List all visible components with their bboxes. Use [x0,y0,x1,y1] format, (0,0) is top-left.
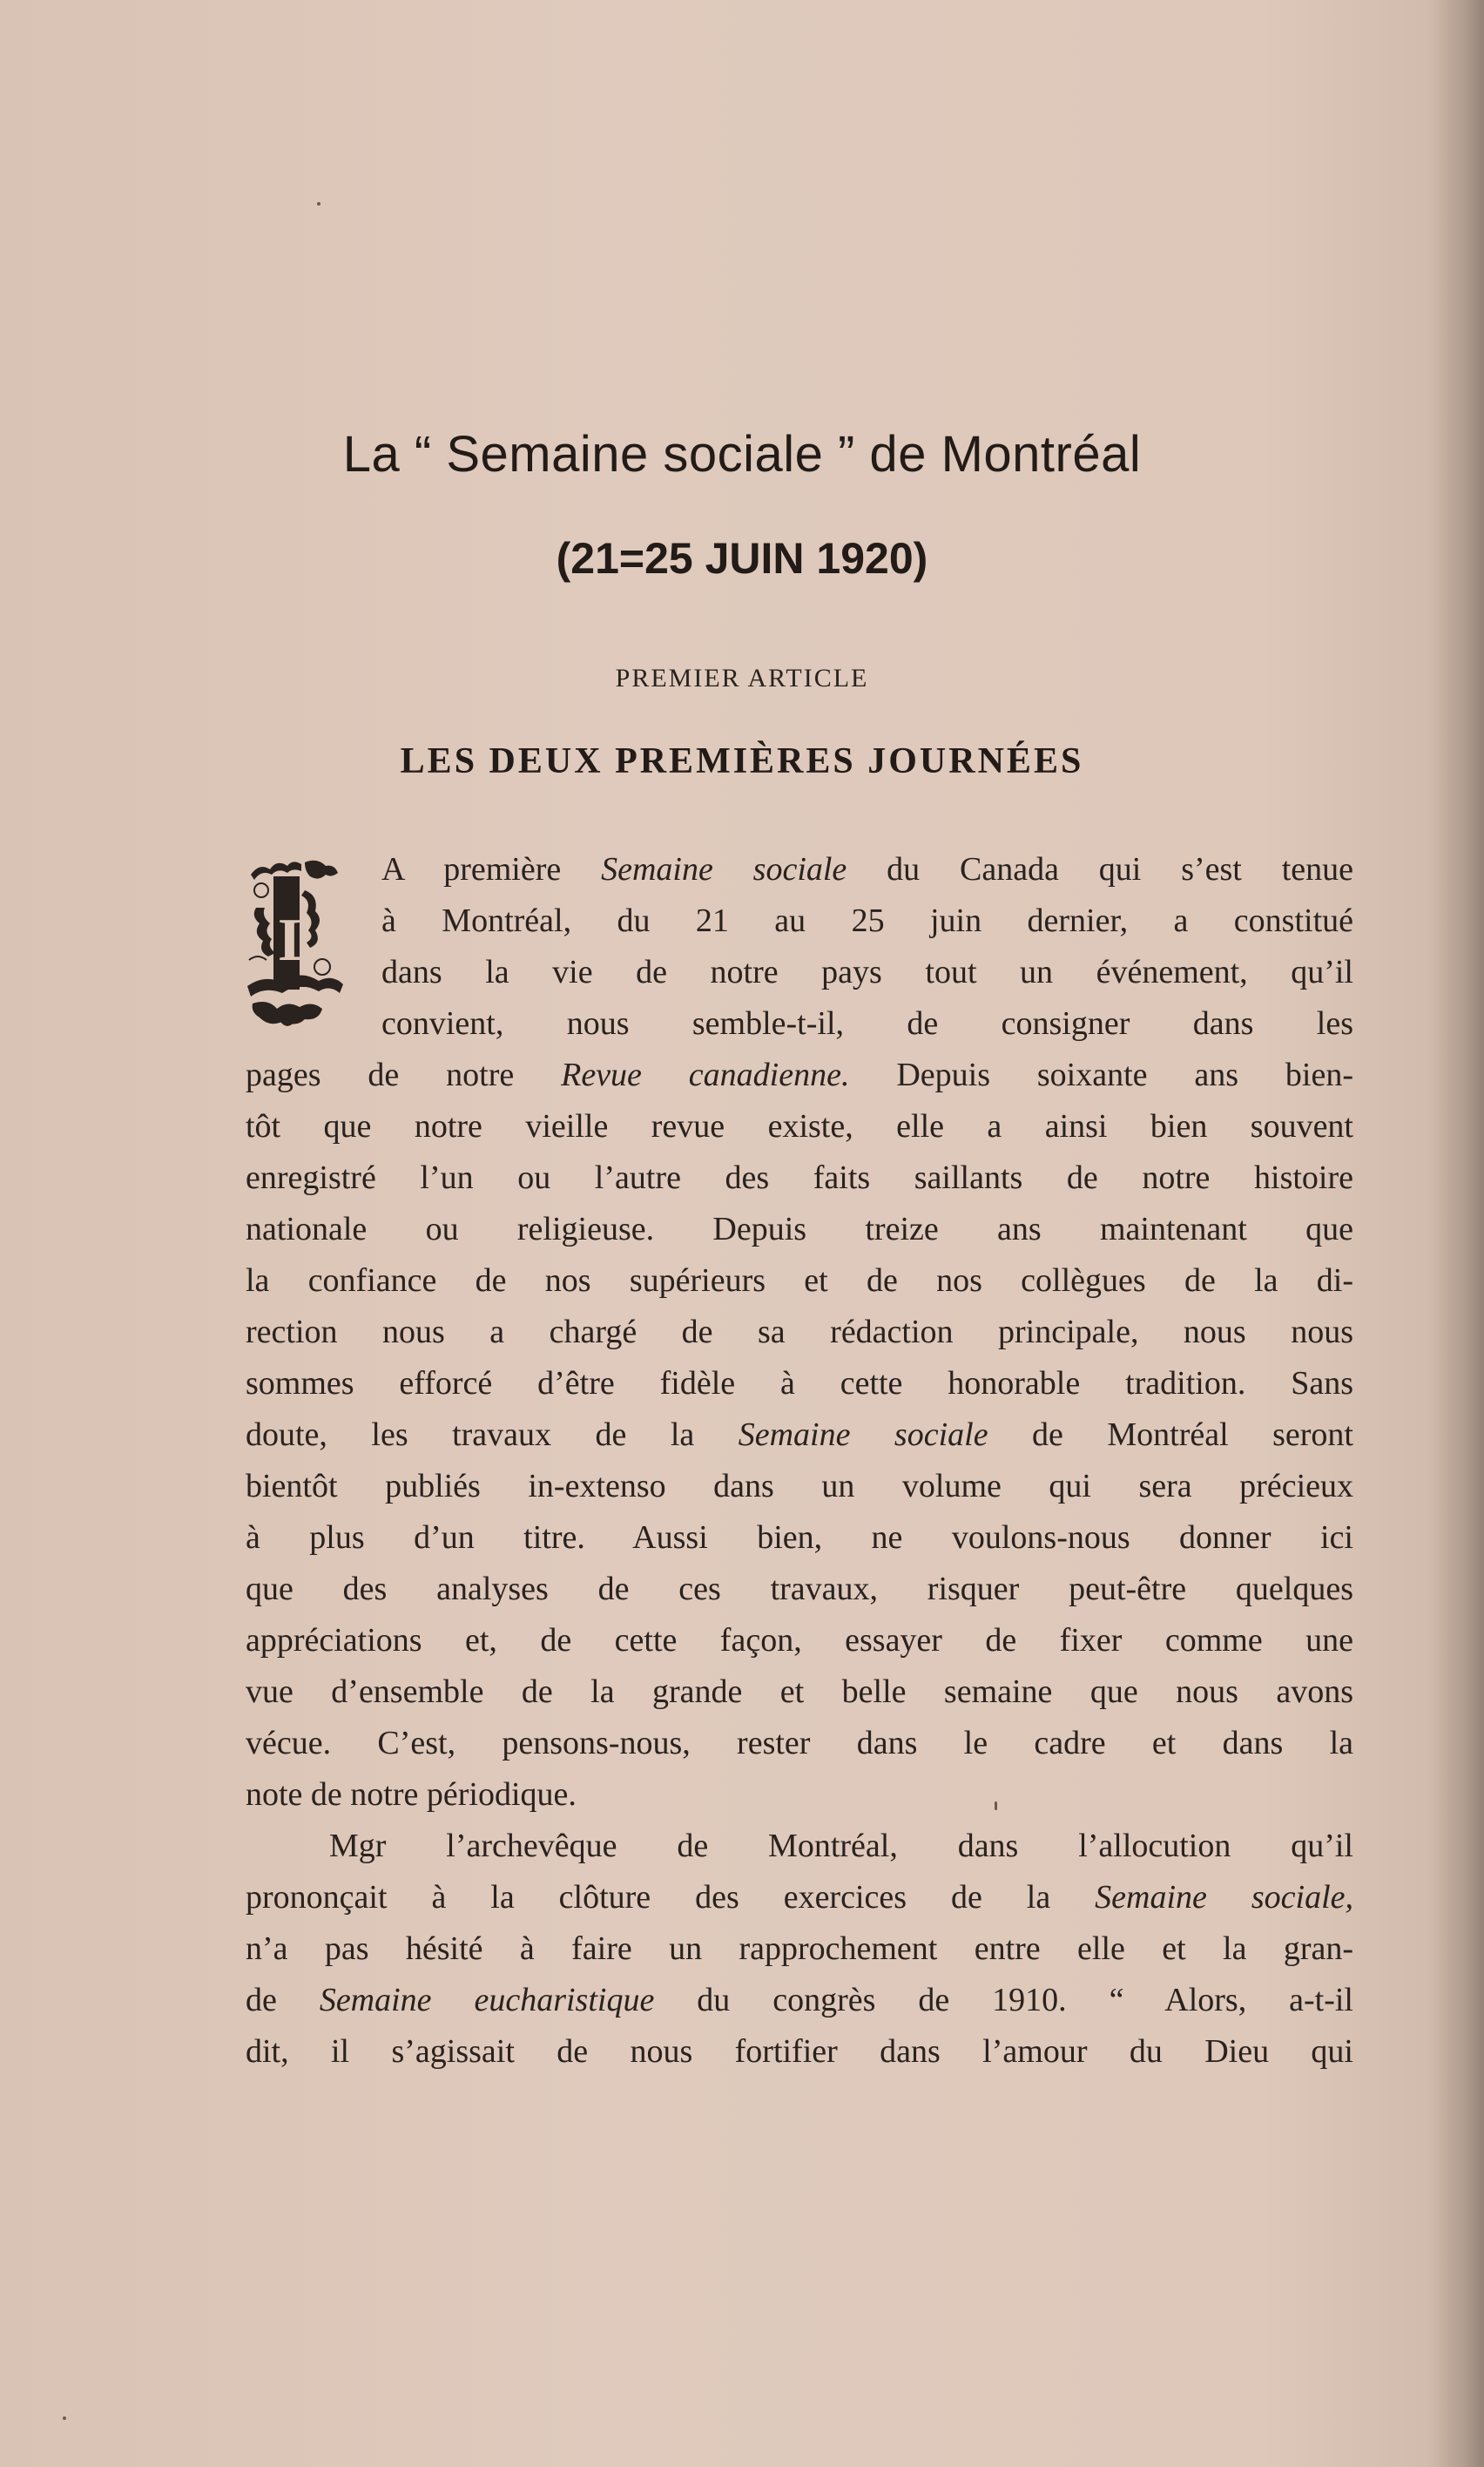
body-line [381,850,1353,889]
page-edge-shadow [1432,0,1484,2467]
italic-text: Revue canadienne. [561,1057,850,1093]
body-line [246,1775,577,1814]
text-run: pages de notre [246,1057,562,1093]
italic-text: Semaine sociale [738,1416,988,1453]
text-run: de [246,1982,320,2018]
text-run: sommes efforcé d’être fidèle à cette honorable tradition. Sans [246,1365,1353,1402]
text-run: doute, les travaux de la [246,1416,739,1453]
text-run: à plus d’un titre. Aussi bien, ne voulons-nous donner ici [246,1519,1353,1556]
body-line [381,953,1353,991]
body-line [246,1107,1353,1146]
text-run: à Montréal, du 21 au 25 juin dernier, a constitué [381,902,1353,939]
text-run: Mgr l’archevêque de Montréal, dans l’allocution qu’il [329,1828,1353,1864]
text-run: enregistré l’un ou l’autre des faits saillants de notre histoire [246,1159,1353,1196]
article-label: PREMIER ARTICLE [615,664,869,693]
body-line [246,1210,1353,1248]
text-run: dit, il s’agissait de nous fortifier dans l’amour du Dieu qui [246,2033,1353,2070]
italic-text: Semaine sociale, [1095,1879,1353,1916]
body-line [246,1518,1353,1557]
text-run: bientôt publiés in-extenso dans un volume qui sera précieux [246,1468,1353,1504]
body-line [246,1467,1353,1505]
text-run: la confiance de nos supérieurs et de nos collègues de la di- [246,1262,1353,1299]
body-line [246,1159,1353,1197]
text-run: de Montréal seront [988,1416,1353,1453]
body-line [246,1621,1353,1659]
italic-text: Semaine eucharistique [319,1982,655,2018]
text-run: Depuis soixante ans bien- [849,1057,1354,1093]
body-line [246,1313,1353,1351]
paper-speck [63,2416,66,2420]
paper-speck [317,202,320,206]
body-line [246,1724,1353,1762]
body-line [246,1364,1353,1402]
body-line [246,1261,1353,1300]
text-run: tôt que notre vieille revue existe, elle a ainsi bien souvent [246,1108,1353,1145]
text-run: nationale ou religieuse. Depuis treize ans maintenant que [246,1211,1353,1247]
ornamental-dropcap-letter [244,855,347,1028]
paper-speck [995,1801,997,1810]
dropcap-letter: L [279,907,320,974]
section-heading: LES DEUX PREMIÈRES JOURNÉES [400,741,1084,781]
text-run: n’a pas hésité à faire un rapprochement entre elle et la gran- [246,1930,1353,1967]
text-run: vue d’ensemble de la grande et belle semaine que nous avons [246,1673,1353,1710]
text-run: que des analyses de ces travaux, risquer peut-être quelques [246,1571,1353,1607]
text-run: A première [381,851,602,888]
body-line [381,902,1353,940]
body-line [246,1673,1353,1711]
text-run: note de notre périodique. [246,1776,577,1813]
text-run: rection nous a chargé de sa rédaction principale, nous nous [246,1314,1353,1350]
body-line [246,1056,1353,1094]
body-line [246,2032,1353,2071]
body-line [381,1004,1353,1043]
article-title: La “ Semaine sociale ” de Montréal [342,426,1142,483]
body-line [246,1878,1353,1916]
body-line [246,1416,1353,1454]
text-run: du congrès de 1910. “ Alors, a-t-il [654,1982,1353,2018]
article-date: (21=25 JUIN 1920) [556,534,928,583]
italic-text: Semaine sociale [601,851,847,888]
body-line [246,1930,1353,1968]
body-line [246,1570,1353,1608]
body-line [329,1827,1353,1865]
text-run: prononçait à la clôture des exercices de la [246,1879,1096,1916]
body-line [246,1981,1353,2019]
text-run: vécue. C’est, pensons-nous, rester dans le cadre et dans la [246,1725,1353,1761]
text-run: du Canada qui s’est tenue [847,851,1353,888]
text-run: appréciations et, de cette façon, essayer de fixer comme une [246,1622,1353,1659]
text-run: dans la vie de notre pays tout un événement, qu’il [381,954,1353,990]
text-run: convient, nous semble-t-il, de consigner dans les [381,1005,1353,1042]
